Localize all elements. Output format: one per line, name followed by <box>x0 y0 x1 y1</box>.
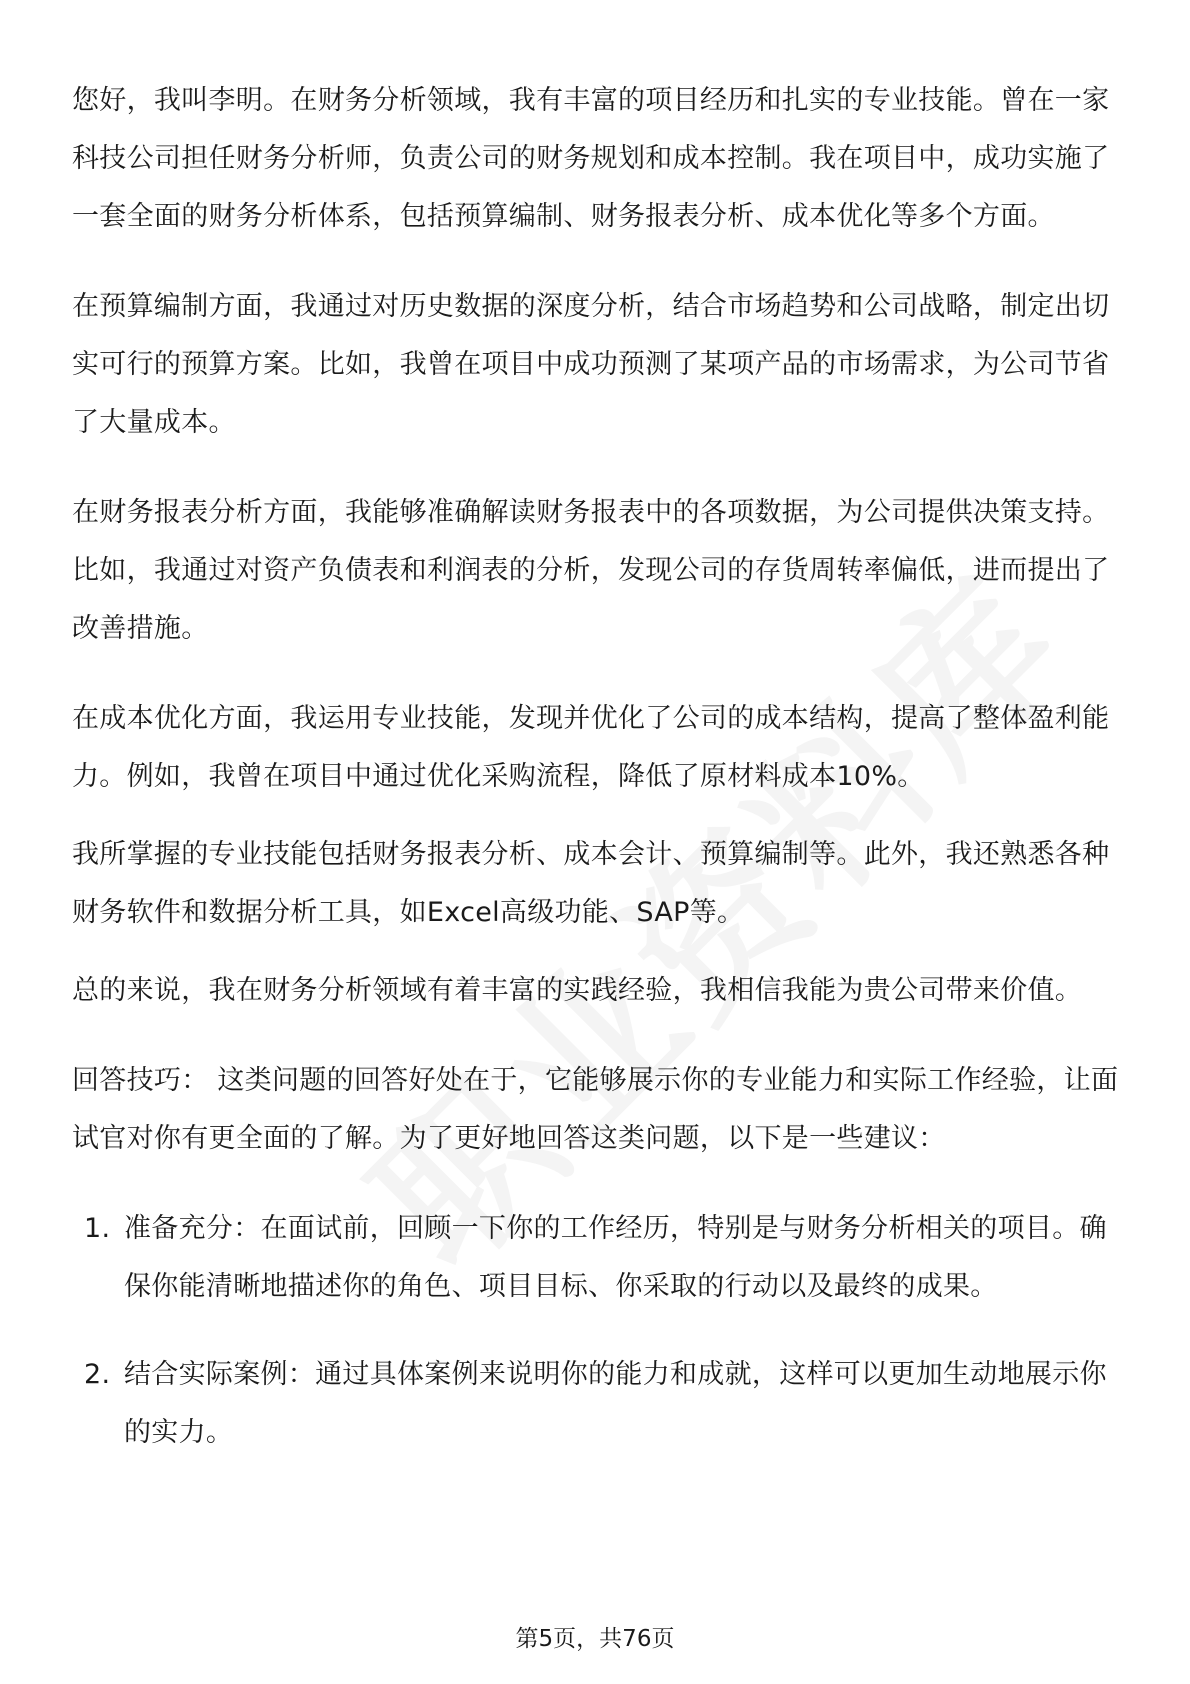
list-item-number: 1. <box>84 1213 111 1244</box>
paragraph-budget: 在预算编制方面，我通过对历史数据的深度分析，结合市场趋势和公司战略，制定出切实可行的预算方案。比如，我曾在项目中成功预测了某项产品的市场需求，为公司节省了大量成本。 <box>72 291 1110 438</box>
suggestion-list <box>72 1200 1120 1462</box>
paragraph-financial-statements: 在财务报表分析方面，我能够准确解读财务报表中的各项数据，为公司提供决策支持。比如，我通过对资产负债表和利润表的分析，发现公司的存货周转率偏低，进而提出了改善措施。 <box>72 497 1110 644</box>
page-number-footer: 第5页，共76页 <box>515 1626 675 1652</box>
list-item-text: 准备充分：在面试前，回顾一下你的工作经历，特别是与财务分析相关的项目。确保你能清晰地描述你的角色、项目目标、你采取的行动以及最终的成果。 <box>124 1213 1107 1302</box>
list-item <box>72 1346 1120 1462</box>
paragraph-intro: 您好，我叫李明。在财务分析领域，我有丰富的项目经历和扎实的专业技能。曾在一家科技公司担任财务分析师，负责公司的财务规划和成本控制。我在项目中，成功实施了一套全面的财务分析体系，包括预算编制、财务报表分析、成本优化等多个方面。 <box>72 85 1110 232</box>
list-item-text: 结合实际案例：通过具体案例来说明你的能力和成就，这样可以更加生动地展示你的实力。 <box>124 1359 1107 1448</box>
paragraph-tips: 回答技巧： 这类问题的回答好处在于，它能够展示你的专业能力和实际工作经验，让面试官对你有更全面的了解。为了更好地回答这类问题，以下是一些建议： <box>72 1065 1119 1154</box>
list-item-number: 2. <box>84 1359 111 1390</box>
document-body <box>72 72 1120 1492</box>
paragraph-cost-optimization: 在成本优化方面，我运用专业技能，发现并优化了公司的成本结构，提高了整体盈利能力。例如，我曾在项目中通过优化采购流程，降低了原材料成本10%。 <box>72 703 1110 792</box>
paragraph-summary: 总的来说，我在财务分析领域有着丰富的实践经验，我相信我能为贵公司带来价值。 <box>72 975 1083 1006</box>
paragraph-skills: 我所掌握的专业技能包括财务报表分析、成本会计、预算编制等。此外，我还熟悉各种财务软件和数据分析工具，如Excel高级功能、SAP等。 <box>72 839 1110 928</box>
list-item <box>72 1200 1120 1316</box>
